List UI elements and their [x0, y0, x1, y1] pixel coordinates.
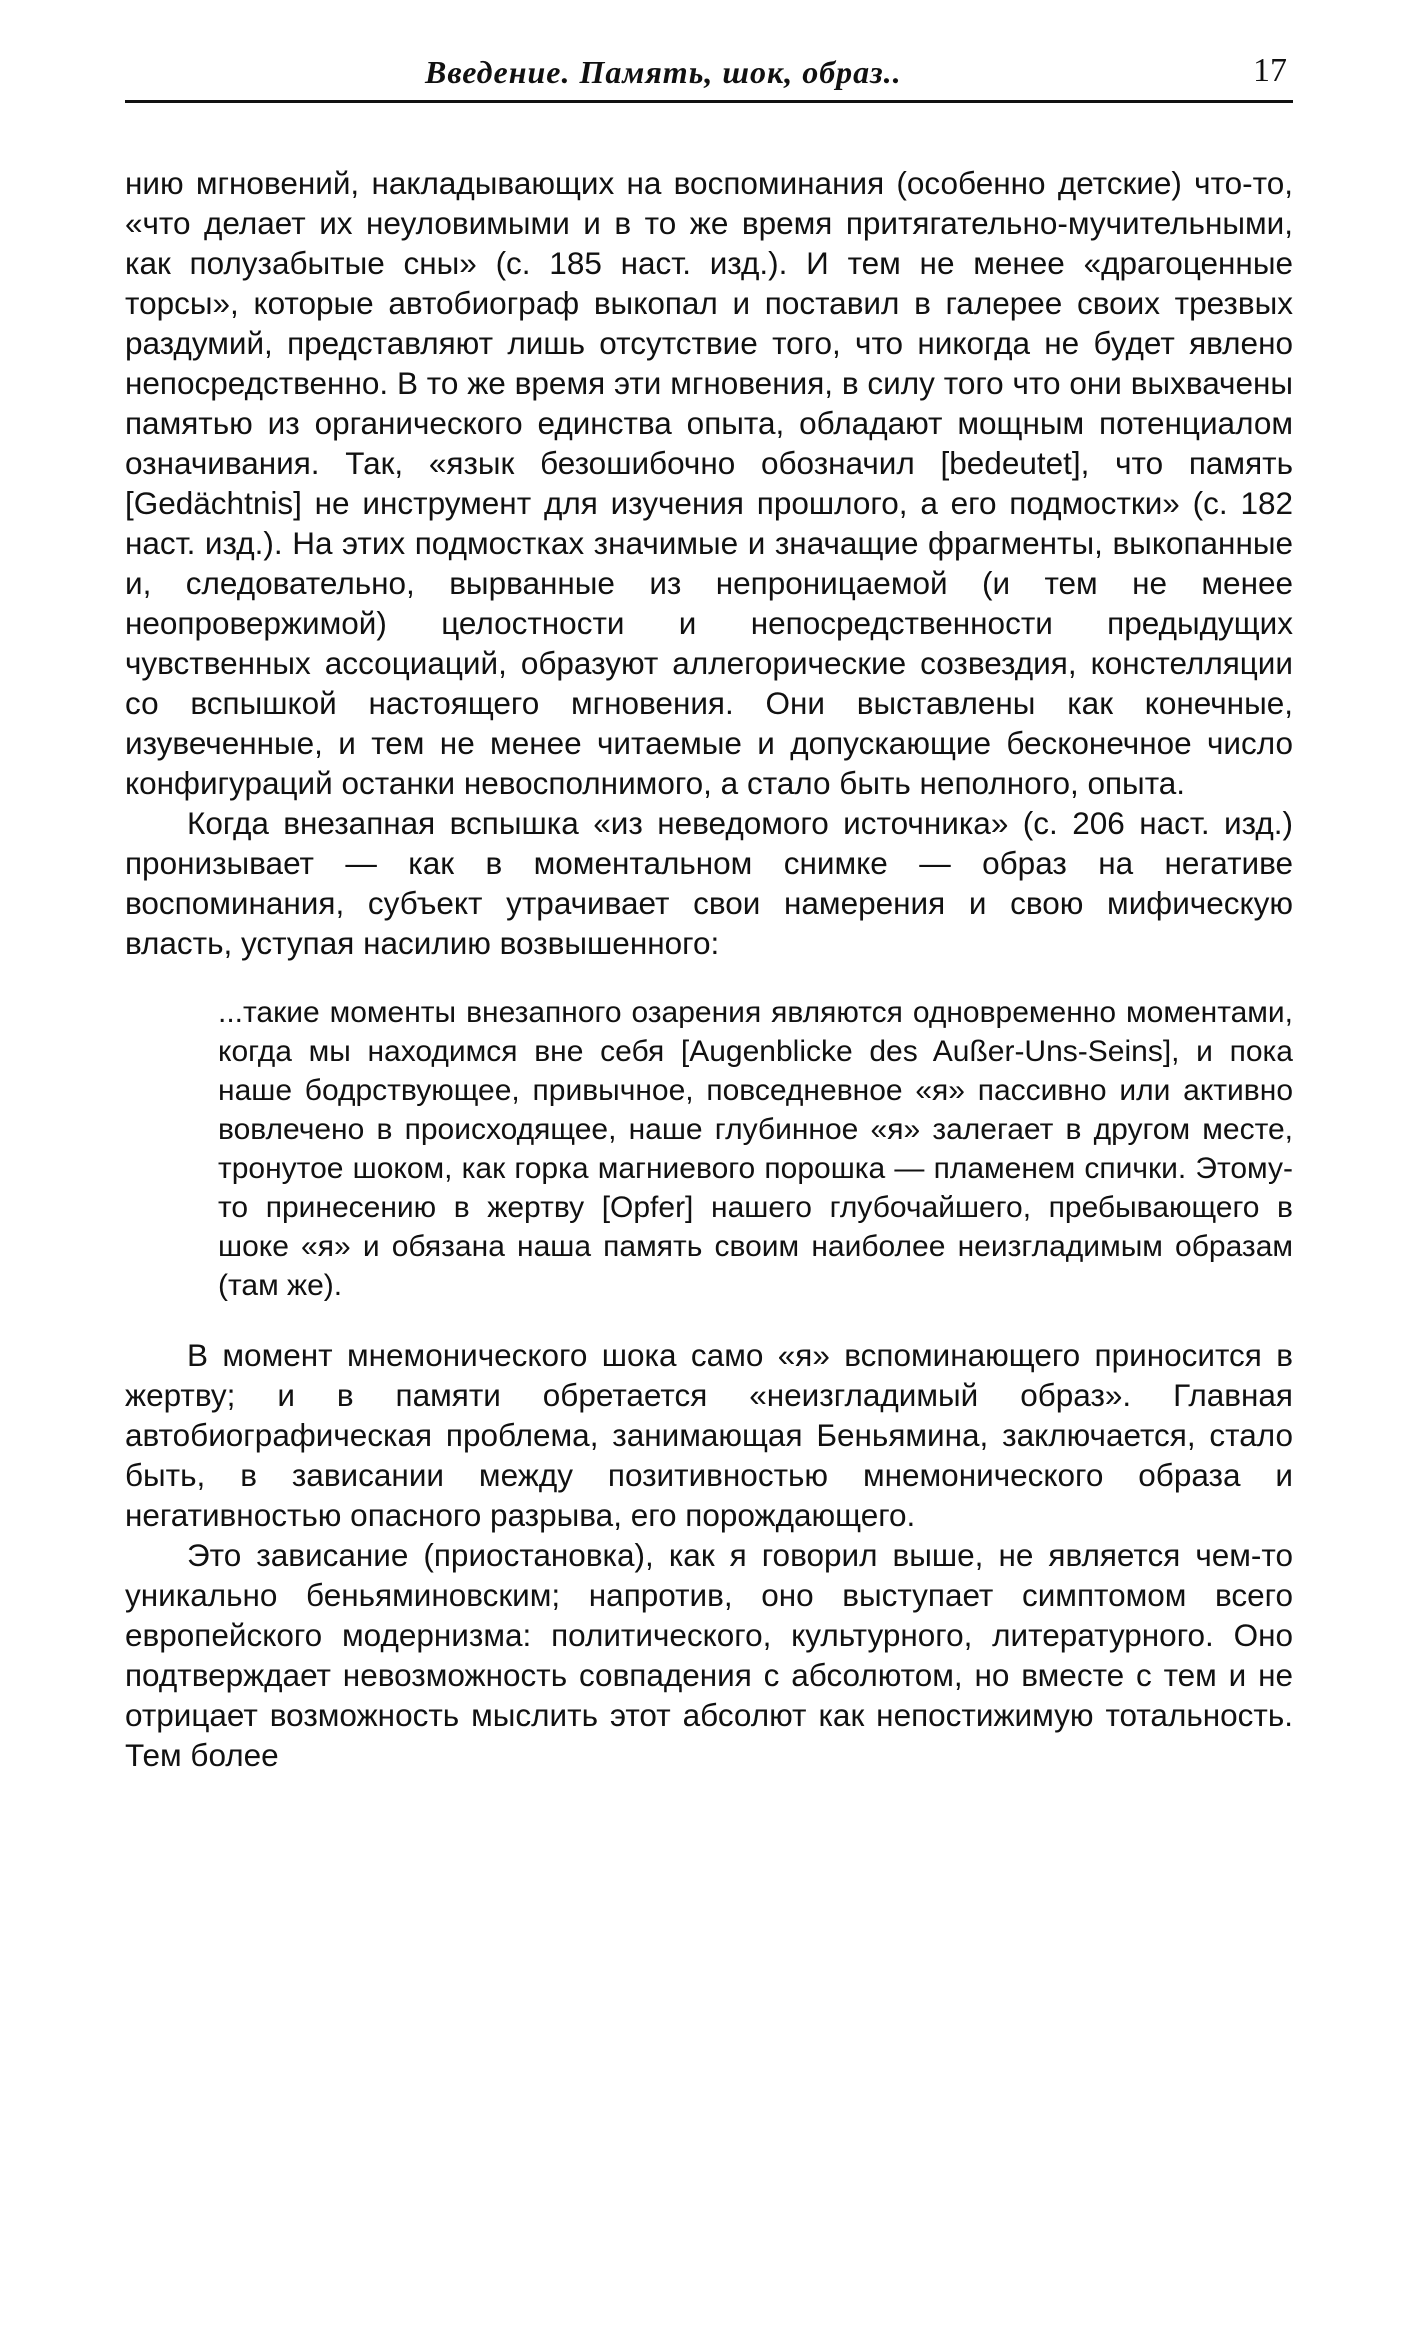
running-head	[125, 50, 1293, 103]
book-page	[125, 50, 1293, 1775]
block-quote	[218, 993, 1293, 1305]
paragraph: Это зависание (приостановка), как я говорил выше, не является чем-то уникально беньяминовским; напротив, оно выступает симптомом всего европейского модернизма: политического, культурного, литературного. Оно подтверждает невозможность совпадения с абсолютом, но вместе с тем и не отрицает возможность мыслить этот абсолют как непостижимую тотальность. Тем более	[125, 1537, 1293, 1773]
running-title: Введение. Память, шок, образ..	[425, 54, 902, 90]
paragraph: В момент мнемонического шока само «я» вспоминающего приносится в жертву; и в памяти обретается «неизгладимый образ». Главная автобиографическая проблема, занимающая Беньямина, заключается, стало быть, в зависании между позитивностью мнемонического образа и негативностью опасного разрыва, его порождающего.	[125, 1337, 1293, 1533]
block-quote-text: ...такие моменты внезапного озарения являются одновременно моментами, когда мы находимся вне себя [Augenblicke des Außer-Uns-Seins], и пока наше бодрствующее, привычное, повседневное «я» пассивно или активно вовлечено в происходящее, наше глубинное «я» залегает в другом месте, тронутое шоком, как горка магниевого порошка — пламенем спички. Этому-то принесению в жертву [Opfer] нашего глубочайшего, пребывающего в шоке «я» и обязана наша память своим наиболее неизгладимым образам (там же).	[218, 996, 1293, 1302]
page-number: 17	[1253, 52, 1287, 89]
paragraph-continuation: нию мгновений, накладывающих на воспоминания (особенно детские) что-то, «что делает их неуловимыми и в то же время притягательно-мучительными, как полузабытые сны» (с. 185 наст. изд.). И тем не менее «драгоценные торсы», которые автобиограф выкопал и поставил в галерее своих трезвых раздумий, представляют лишь отсутствие того, что никогда не будет явлено непосредственно. В то же время эти мгновения, в силу того что они выхвачены памятью из органического единства опыта, обладают мощным потенциалом означивания. Так, «язык безошибочно обозначил [bedeutet], что память [Gedächtnis] не инструмент для изучения прошлого, а его подмостки» (с. 182 наст. изд.). На этих подмостках значимые и значащие фрагменты, выкопанные и, следовательно, вырванные из непроницаемой (и тем не менее неопровержимой) целостности и непосредственности предыдущих чувственных ассоциаций, образуют аллегорические созвездия, констелляции со вспышкой настоящего мгновения. Они выставлены как конечные, изувеченные, и тем не менее читаемые и допускающие бесконечное число конфигураций останки невосполнимого, а стало быть неполного, опыта.	[125, 165, 1293, 801]
paragraph: Когда внезапная вспышка «из неведомого источника» (с. 206 наст. изд.) пронизывает — как в моментальном снимке — образ на негативе воспоминания, субъект утрачивает свои намерения и свою мифическую власть, уступая насилию возвышенного:	[125, 805, 1293, 961]
page-body	[125, 163, 1293, 1775]
